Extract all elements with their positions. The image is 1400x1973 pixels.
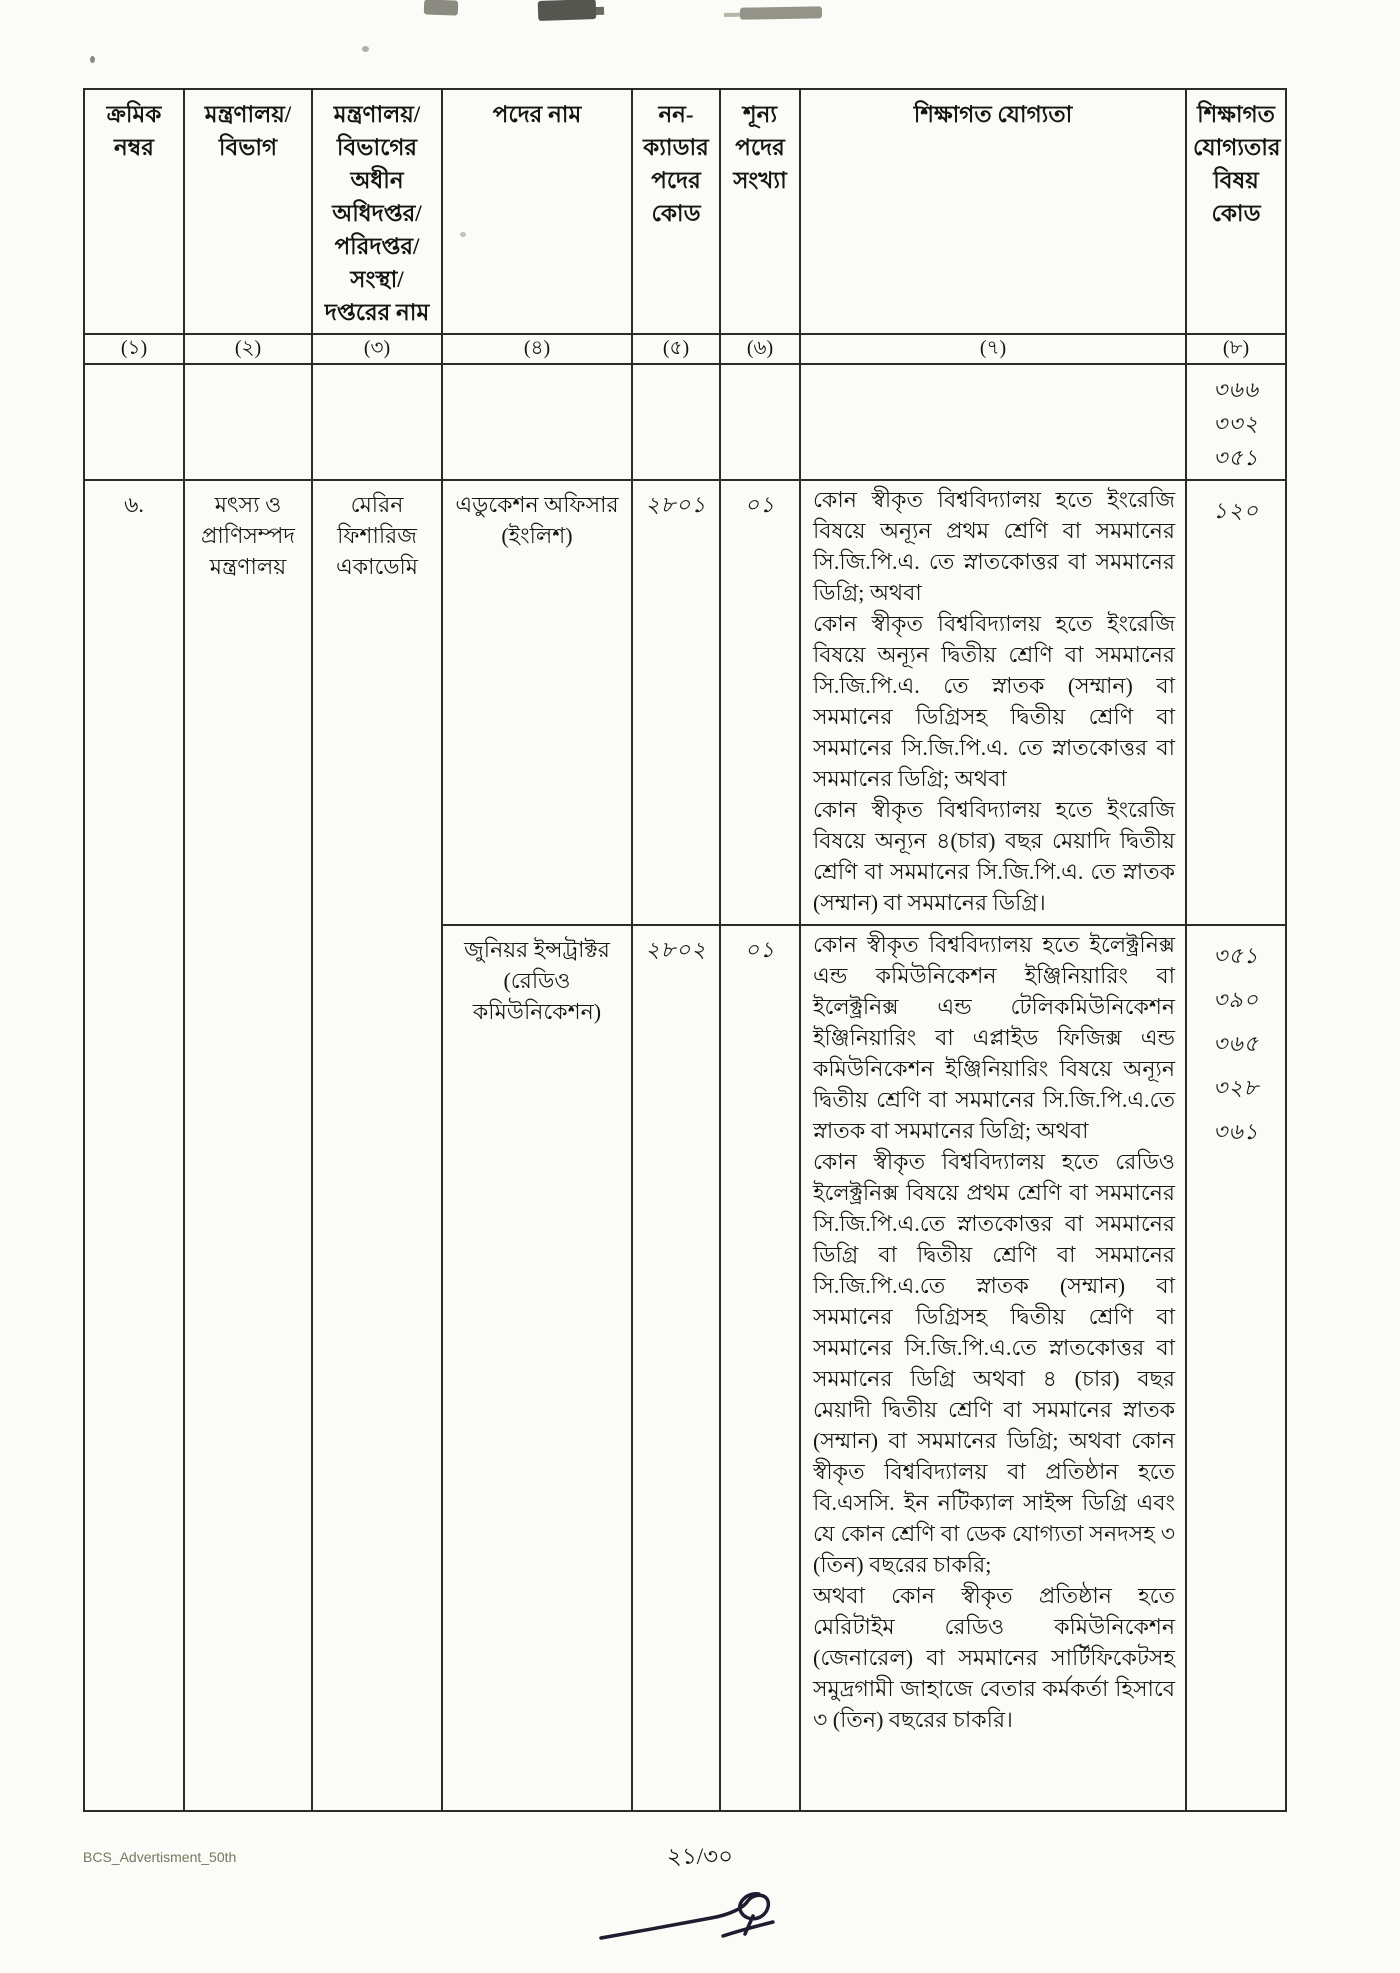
scan-smudge (538, 0, 597, 21)
qualification-paragraph: অথবা কোন স্বীকৃত প্রতিষ্ঠান হতে মেরিটাইম রেডিও কমিউনিকেশন (জেনারেল) বা সমমানের সার্টিফিকেটসহ সমুদ্রগামী জাহাজে বেতার কর্মকর্তা হিসাবে ৩ (তিন) বছরের চাকরি। (813, 1583, 1175, 1732)
recruitment-table (83, 88, 1287, 1812)
header-ministry: মন্ত্রণালয়/ বিভাগ (184, 89, 312, 334)
empty-cell (632, 364, 720, 480)
qualification-cell (800, 925, 1186, 1811)
document-footer-note: BCS_Advertisment_50th (83, 1849, 237, 1865)
subject-code: ৩৬৬ (1213, 377, 1259, 402)
scan-speck (90, 56, 95, 63)
header-non-cadre-code: নন- ক্যাডার পদের কোড (632, 89, 720, 334)
carryover-row (84, 364, 1286, 480)
table-row (84, 480, 1286, 925)
subject-code: ৩২৮ (1213, 1075, 1259, 1100)
qualification-paragraph: কোন স্বীকৃত বিশ্ববিদ্যালয় হতে রেডিও ইলেক্ট্রনিক্স বিষয়ে প্রথম শ্রেণি বা সমমানের সি.জি.পি.এ.তে স্নাতকোত্তর বা সমমানের ডিগ্রি বা দ্বিতীয় শ্রেণি বা সমমানের সি.জি.পি.এ.তে স্নাতক (সম্মান) বা সমমানের ডিগ্রিসহ দ্বিতীয় শ্রেণি বা সমমানের সি.জি.পি.এ.তে স্নাতকোত্তর বা সমমানের ডিগ্রি অথবা ৪ (চার) বছর মেয়াদী দ্বিতীয় শ্রেণি বা সমমানের স্নাতক (সম্মান) বা সমমানের ডিগ্রি; অথবা কোন স্বীকৃত বিশ্ববিদ্যালয় বা প্রতিষ্ঠান হতে বি.এসসি. ইন নটিক্যাল সাইন্স ডিগ্রি এবং যে কোন শ্রেণি বা ডেক যোগ্যতা সনদসহ ৩ (তিন) বছরের চাকরি; (813, 1149, 1175, 1577)
vacancy-cell: ০১ (720, 925, 800, 1811)
qualification-paragraph: কোন স্বীকৃত বিশ্ববিদ্যালয় হতে ইংরেজি বিষয়ে অন্যূন দ্বিতীয় শ্রেণি বা সমমানের সি.জি.পি.এ. তে স্নাতক (সম্মান) বা সমমানের ডিগ্রিসহ দ্বিতীয় শ্রেণি বা সমমানের সি.জি.পি.এ. তে স্নাতকোত্তর বা সমমানের ডিগ্রি; অথবা (813, 611, 1175, 791)
column-number: (৮) (1186, 334, 1286, 364)
subject-code-cell (1186, 925, 1286, 1811)
qualification-cell (800, 480, 1186, 925)
qualification-paragraph: কোন স্বীকৃত বিশ্ববিদ্যালয় হতে ইংরেজি বিষয়ে অন্যূন প্রথম শ্রেণি বা সমমানের সি.জি.পি.এ. তে স্নাতকোত্তর বা সমমানের ডিগ্রি; অথবা (813, 487, 1175, 605)
signature-mark (595, 1886, 795, 1971)
qualification-paragraph: কোন স্বীকৃত বিশ্ববিদ্যালয় হতে ইংরেজি বিষয়ে অন্যূন ৪(চার) বছর মেয়াদি দ্বিতীয় শ্রেণি বা সমমানের সি.জি.পি.এ. তে স্নাতক (সম্মান) বা সমমানের ডিগ্রি। (813, 797, 1175, 915)
column-number: (২) (184, 334, 312, 364)
column-number: (৩) (312, 334, 442, 364)
column-number-row (84, 334, 1286, 364)
subject-code: ৩৯০ (1213, 987, 1259, 1012)
organization-cell: মেরিন ফিশারিজ একাডেমি (312, 480, 442, 1811)
scan-smudge (740, 6, 822, 19)
page-number: ২১/৩০ (666, 1844, 734, 1869)
qualification-paragraph: কোন স্বীকৃত বিশ্ববিদ্যালয় হতে ইলেক্ট্রনিক্স এন্ড কমিউনিকেশন ইঞ্জিনিয়ারিং বা ইলেক্ট্রনিক্স এন্ড টেলিকমিউনিকেশন ইঞ্জিনিয়ারিং বা এপ্লাইড ফিজিক্স এন্ড কমিউনিকেশন ইঞ্জিনিয়ারিং বিষয়ে অন্যূন দ্বিতীয় শ্রেণি বা সমমানের সি.জি.পি.এ.তে স্নাতক বা সমমানের ডিগ্রি; অথবা (813, 932, 1175, 1143)
serial-number-cell: ৬. (84, 480, 184, 1811)
scan-smudge (424, 0, 459, 16)
subject-code: ১২০ (1213, 498, 1259, 523)
empty-cell (442, 364, 632, 480)
empty-cell (84, 364, 184, 480)
empty-cell (184, 364, 312, 480)
post-code-cell: ২৮০১ (632, 480, 720, 925)
subject-code: ৩৩২ (1213, 411, 1259, 436)
column-number: (৬) (720, 334, 800, 364)
vacancy-cell: ০১ (720, 480, 800, 925)
empty-cell (312, 364, 442, 480)
column-number: (৭) (800, 334, 1186, 364)
subject-code-cell (1186, 480, 1286, 925)
table-header-row (84, 89, 1286, 334)
subject-code: ৩৫১ (1213, 445, 1259, 470)
carryover-subject-codes (1186, 364, 1286, 480)
empty-cell (720, 364, 800, 480)
column-number: (৫) (632, 334, 720, 364)
post-code-cell: ২৮০২ (632, 925, 720, 1811)
header-qualification: শিক্ষাগত যোগ্যতা (800, 89, 1186, 334)
header-serial: ক্রমিক নম্বর (84, 89, 184, 334)
column-number: (১) (84, 334, 184, 364)
post-name-cell: জুনিয়র ইন্সট্রাক্টর (রেডিও কমিউনিকেশন) (442, 925, 632, 1811)
post-name-cell: এডুকেশন অফিসার (ইংলিশ) (442, 480, 632, 925)
ministry-cell: মৎস্য ও প্রাণিসম্পদ মন্ত্রণালয় (184, 480, 312, 1811)
column-number: (৪) (442, 334, 632, 364)
header-subject-code: শিক্ষাগত যোগ্যতার বিষয় কোড (1186, 89, 1286, 334)
empty-cell (800, 364, 1186, 480)
header-post-name: পদের নাম (442, 89, 632, 334)
header-organization: মন্ত্রণালয়/ বিভাগের অধীন অধিদপ্তর/ পরিদপ্তর/ সংস্থা/ দপ্তরের নাম (312, 89, 442, 334)
subject-code: ৩৬৫ (1213, 1031, 1259, 1056)
header-vacancies: শূন্য পদের সংখ্যা (720, 89, 800, 334)
subject-code: ৩৬১ (1213, 1119, 1259, 1144)
subject-code: ৩৫১ (1213, 943, 1259, 968)
scan-speck (362, 46, 369, 52)
